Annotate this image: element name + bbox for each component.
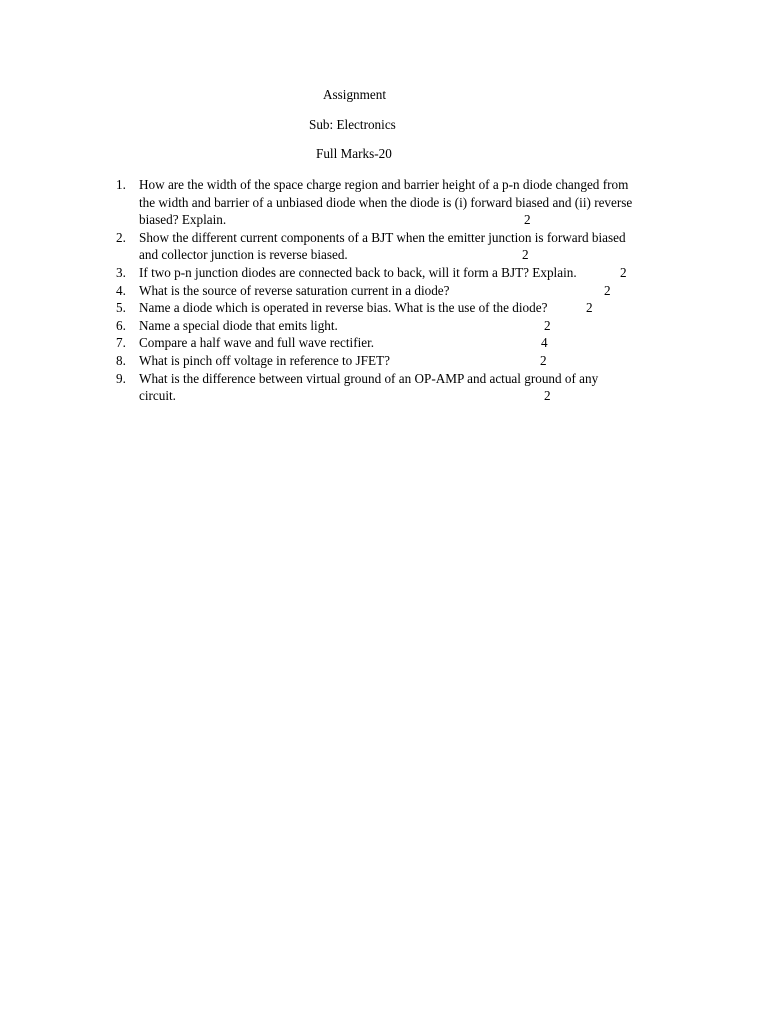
question-item — [108, 370, 688, 405]
full-marks-line: Full Marks-20 — [316, 146, 392, 161]
question-marks: 2 — [522, 247, 529, 263]
question-list — [108, 176, 688, 405]
question-number: 5. — [116, 300, 126, 316]
question-text-line: Name a special diode that emits light. — [139, 317, 338, 333]
question-text-line: circuit. — [139, 388, 176, 404]
question-marks: 2 — [544, 388, 551, 404]
question-number: 3. — [116, 264, 126, 280]
question-number: 2. — [116, 229, 126, 245]
question-marks: 2 — [524, 212, 531, 228]
question-item — [108, 264, 688, 282]
question-item — [108, 334, 688, 352]
question-text-line: Compare a half wave and full wave rectifier. — [139, 335, 375, 351]
question-number: 4. — [116, 282, 126, 298]
question-text-line: and collector junction is reverse biased. — [139, 247, 348, 263]
question-item — [108, 352, 688, 370]
question-item — [108, 299, 688, 317]
question-marks: 4 — [541, 335, 548, 351]
document-title: Assignment — [323, 87, 387, 102]
question-marks: 2 — [604, 282, 611, 298]
question-marks: 2 — [544, 317, 551, 333]
question-item — [108, 317, 688, 335]
question-item — [108, 282, 688, 300]
question-number: 1. — [116, 177, 126, 192]
question-number: 8. — [116, 352, 126, 368]
question-marks: 2 — [586, 300, 593, 316]
question-item — [108, 229, 688, 264]
question-marks: 2 — [620, 264, 627, 280]
question-number: 7. — [116, 335, 126, 351]
question-text-line: What is the source of reverse saturation current in a diode? — [139, 282, 450, 298]
question-item — [108, 176, 688, 229]
question-text-line: How are the width of the space charge region and barrier height of a p-n diode changed from — [139, 177, 629, 192]
question-text-line: What is pinch off voltage in reference to JFET? — [139, 352, 390, 368]
question-text-line: biased? Explain. — [139, 212, 227, 228]
question-text-line: Name a diode which is operated in reverse bias. What is the use of the diode? — [139, 300, 548, 316]
question-text-line: Show the different current components of a BJT when the emitter junction is forward biased — [139, 229, 626, 245]
question-number: 9. — [116, 370, 126, 386]
question-marks: 2 — [540, 352, 547, 368]
question-text-line: the width and barrier of a unbiased diode when the diode is (i) forward biased and (ii) reverse — [139, 194, 633, 210]
question-text-line: What is the difference between virtual ground of an OP-AMP and actual ground of any — [139, 370, 599, 386]
question-text-line: If two p-n junction diodes are connected back to back, will it form a BJT? Explain. — [139, 264, 577, 280]
subject-line: Sub: Electronics — [309, 117, 396, 132]
question-number: 6. — [116, 317, 126, 333]
